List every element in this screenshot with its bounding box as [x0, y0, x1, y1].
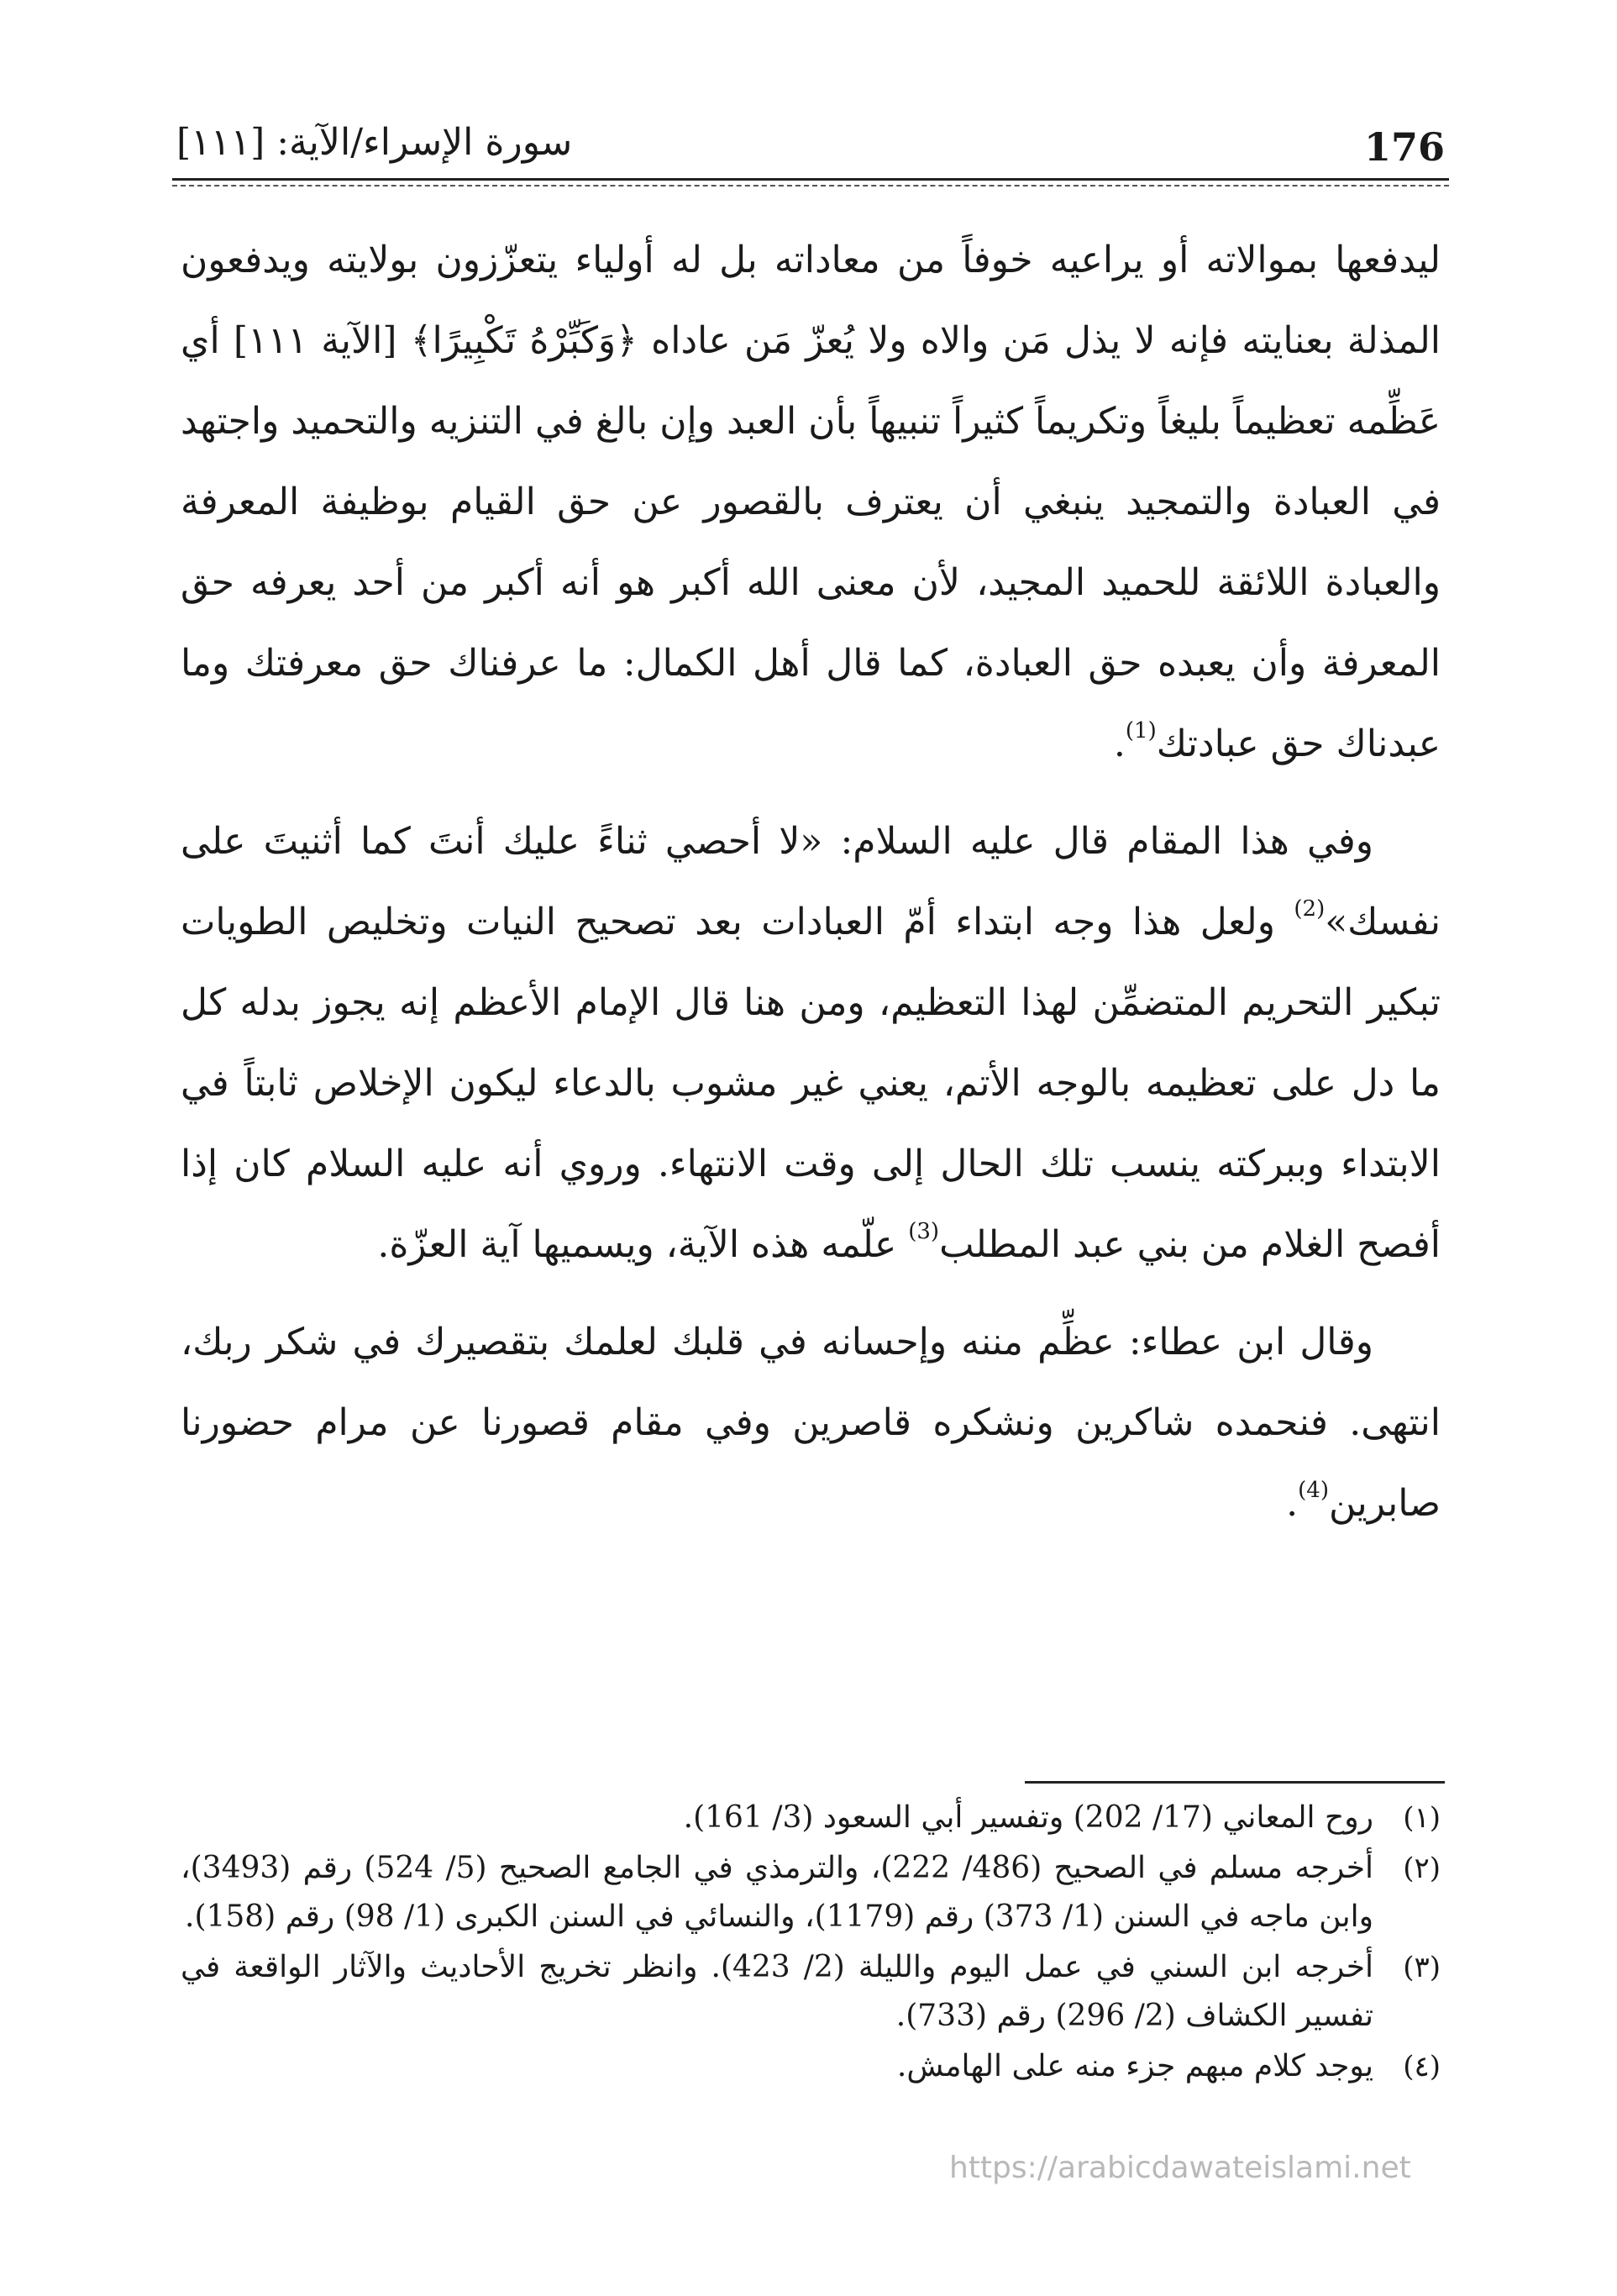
- footnotes: [181, 1794, 1441, 2093]
- footnote: [181, 1943, 1441, 2041]
- footnote-number: (١): [1403, 1801, 1441, 1835]
- footnote-text: أخرجه ابن السني في عمل اليوم والليلة (2/ 423). وانظر تخريج الأحاديث والآثار الواقعة في تفسير الكشاف (2/ 296) رقم (733).: [181, 1950, 1373, 2033]
- paragraph-text: ولعل هذا وجه ابتداء أمّ العبادات بعد تصحيح النيات وتخليص الطويات تبكير التحريم المتضمِّن لهذا التعظيم، ومن هنا قال الإمام الأعظم إنه يجوز بدله كل ما دل على تعظيمه بالوجه الأتم، يعني غير مشوب بالدعاء ليكون الإخلاص ثابتاً في الابتداء وببركته ينسب تلك الحال إلى وقت الانتهاء. وروي أنه عليه السلام كان إذا أفصح الغلام من بني عبد المطلب: [181, 901, 1441, 1266]
- footnote-text: أخرجه مسلم في الصحيح (486/ 222)، والترمذي في الجامع الصحيح (5/ 524) رقم (3493)، وابن ماجه في السنن (1/ 373) رقم (1179)، والنسائي في السنن الكبرى (1/ 98) رقم (158).: [181, 1851, 1374, 1934]
- running-title: سورة الإسراء/الآية: [١١١]: [176, 121, 573, 164]
- paragraph: ليدفعها بموالاته أو يراعيه خوفاً من معاداته بل له أولياء يتعزّزون بولايته ويدفعون المذلة بعنايته فإنه لا يذل مَن والاه ولا يُعزّ مَن عاداه ﴿وَكَبِّرْهُ تَكْبِيرًا﴾ [الآية ١١١] أي عَظِّمه تعظيماً بليغاً وتكريماً كثيراً تنبيهاً بأن العبد وإن بالغ في التنزيه والتحميد واجتهد في العبادة والتمجيد ينبغي أن يعترف بالقصور عن حق القيام بوظيفة المعرفة والعبادة اللائقة للحميد المجيد، لأن معنى الله أكبر هو أنه أكبر من أحد يعرفه حق المعرفة وأن يعبده حق العبادة، كما قال أهل الكمال: ما عرفناك حق معرفتك وما عبدناك حق عبادتك$^{(1)}$.: [181, 239, 1441, 765]
- footnote-number: (٢): [1403, 1852, 1441, 1885]
- page-number: 176: [1363, 124, 1445, 170]
- paragraph-text: ليدفعها بموالاته أو يراعيه خوفاً من معاداته بل له أولياء يتعزّزون بولايته ويدفعون المذلة بعنايته فإنه لا يذل مَن والاه ولا يُعزّ مَن عاداه ﴿وَكَبِّرْهُ تَكْبِيرًا﴾ [الآية ١١١] أي عَظِّمه تعظيماً بليغاً وتكريماً كثيراً تنبيهاً بأن العبد وإن بالغ في التنزيه والتحميد واجتهد في العبادة والتمجيد ينبغي أن يعترف بالقصور عن حق القيام بوظيفة المعرفة والعبادة اللائقة للحميد المجيد، لأن معنى الله أكبر هو أنه أكبر من أحد يعرفه حق المعرفة وأن يعبده حق العبادة، كما قال أهل الكمال: ما عرفناك حق معرفتك وما عبدناك حق عبادتك: [181, 239, 1441, 765]
- watermark-url: https://arabicdawateislami.net: [949, 2151, 1411, 2185]
- paragraph: [181, 801, 1441, 1285]
- header-rule: [172, 178, 1449, 181]
- footnote: [181, 1844, 1441, 1941]
- paragraph-text: وفي هذا المقام قال عليه السلام: «لا أحصي ثناءً عليك أنتَ كما أثنيتَ على نفسك»: [181, 820, 1441, 943]
- footnote-ref: (1): [1125, 718, 1157, 743]
- main-text: [181, 220, 1441, 1561]
- footnote-ref: (2): [1294, 896, 1326, 922]
- footnote-number: (٣): [1403, 1951, 1441, 1984]
- footnote-text: روح المعاني (17/ 202) وتفسير أبي السعود (3/ 161).: [683, 1800, 1373, 1835]
- page-header: [176, 118, 1445, 176]
- footnote-text: يوجد كلام مبهم جزء منه على الهامش.: [896, 2049, 1373, 2083]
- paragraph: وقال ابن عطاء: عظِّم مننه وإحسانه في قلبك لعلمك بتقصيرك في شكر ربك، انتهى. فنحمده شاكرين ونشكره قاصرين وفي مقام قصورنا عن مرام حضورنا صابرين$^{(4)}$.: [181, 1321, 1441, 1525]
- paragraph-text: علّمه هذه الآية، ويسميها آية العزّة.: [377, 1223, 897, 1266]
- footnote: [181, 1794, 1441, 1842]
- footnote-ref: (4): [1298, 1478, 1329, 1503]
- footnote: [181, 2042, 1441, 2091]
- footnote-number: (٤): [1403, 2050, 1441, 2083]
- header-rule-dashed: [172, 185, 1449, 187]
- footnote-separator: [1025, 1781, 1445, 1784]
- paragraph-text: وقال ابن عطاء: عظِّم مننه وإحسانه في قلبك لعلمك بتقصيرك في شكر ربك، انتهى. فنحمده شاكرين ونشكره قاصرين وفي مقام قصورنا عن مرام حضورنا صابرين: [181, 1321, 1441, 1525]
- footnote-ref: (3): [908, 1219, 940, 1244]
